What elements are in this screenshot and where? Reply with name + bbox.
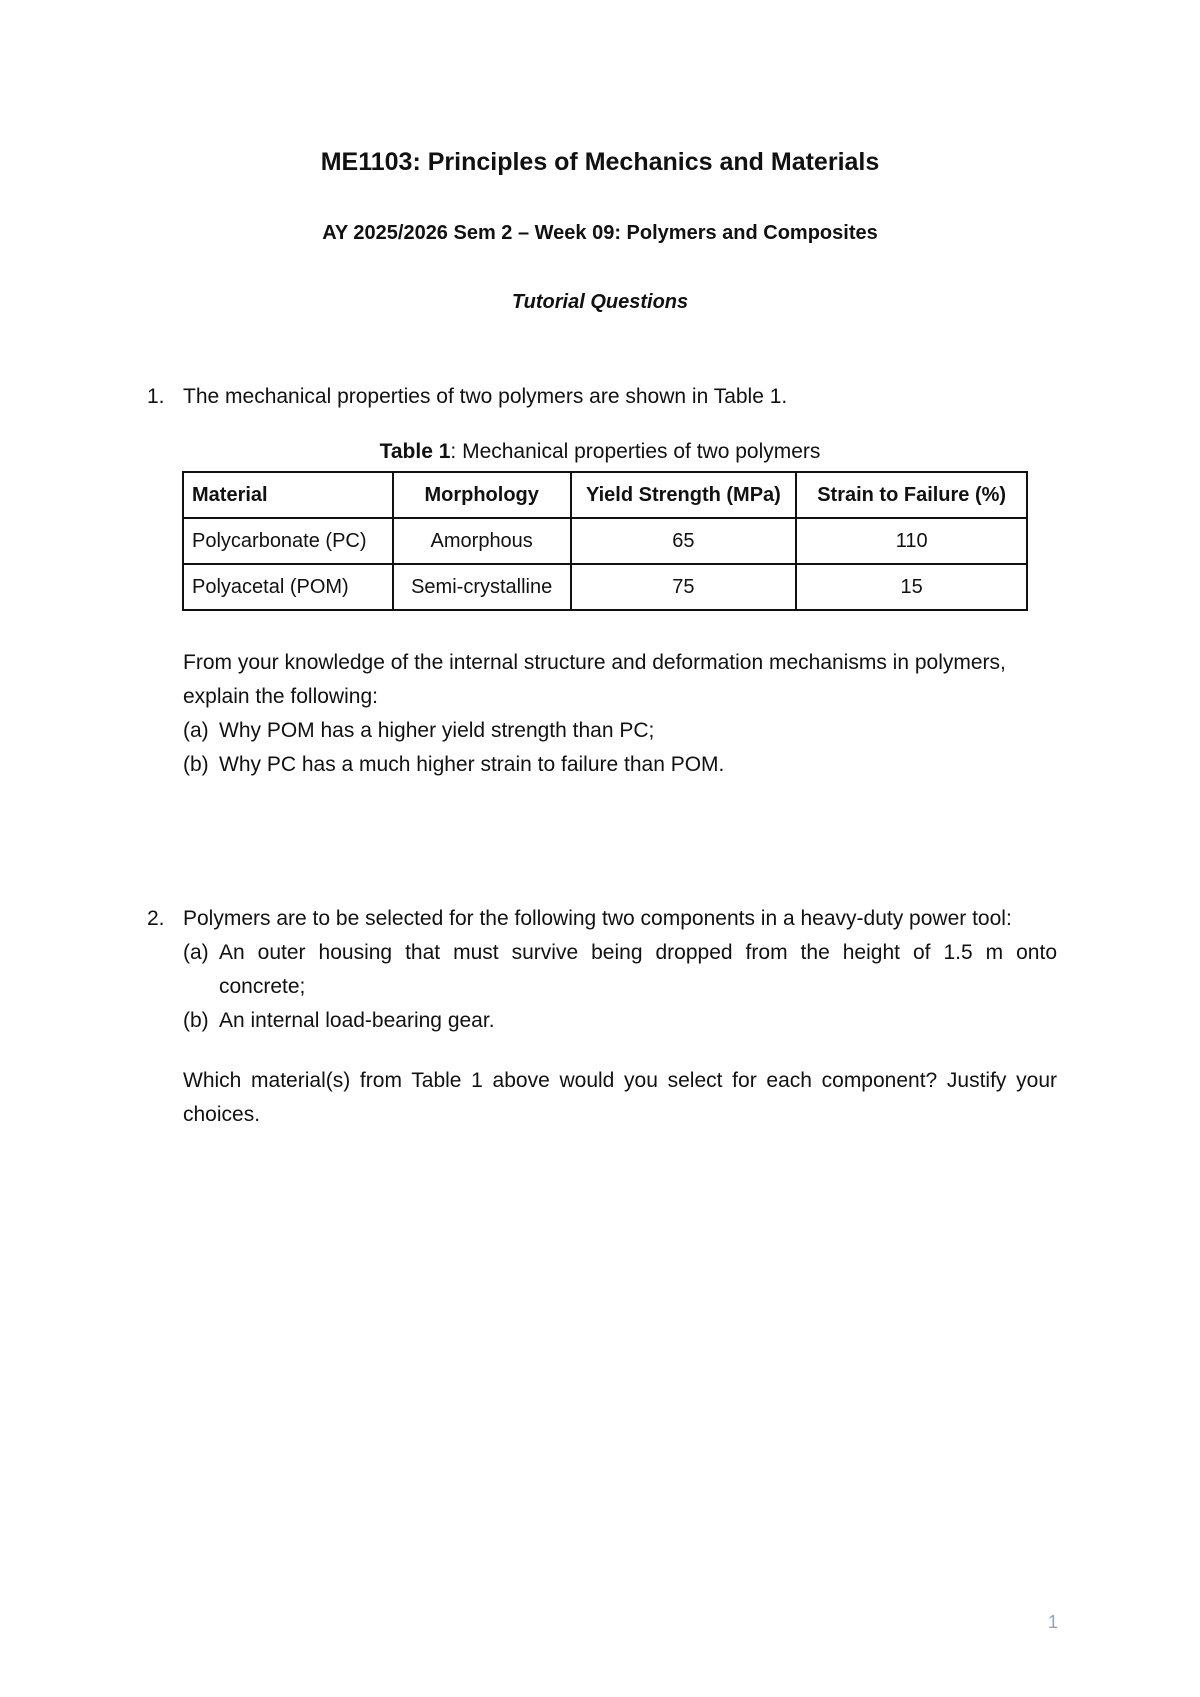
- question-1-part-a-text: Why POM has a higher yield strength than PC;: [219, 719, 655, 742]
- table-cell: 75: [571, 564, 797, 610]
- table-1-caption-label: Table 1: [379, 440, 451, 463]
- course-title: ME1103: Principles of Mechanics and Materials: [320, 148, 880, 176]
- table-row: [183, 564, 1027, 610]
- question-2-part-b-label: (b): [183, 1009, 209, 1032]
- table-cell: 110: [796, 518, 1027, 564]
- question-1-number: 1.: [147, 385, 165, 408]
- question-2-number: 2.: [147, 907, 165, 930]
- table-cell: Polyacetal (POM): [183, 564, 393, 610]
- question-1-part-b-label: (b): [183, 753, 209, 776]
- question-1-intro: The mechanical properties of two polymers are shown in Table 1.: [183, 385, 788, 408]
- table-header-cell: Yield Strength (MPa): [571, 472, 797, 518]
- question-2-prompt-line-1: Which material(s) from Table 1 above would you select for each component? Justify your: [183, 1069, 1057, 1092]
- question-2-part-b-text: An internal load-bearing gear.: [219, 1009, 495, 1032]
- table-header-cell: Material: [183, 472, 393, 518]
- table-1-caption: [0, 440, 1200, 464]
- question-1-part-a-label: (a): [183, 719, 209, 742]
- question-1-body-line-1: From your knowledge of the internal structure and deformation mechanisms in polymers,: [183, 651, 1006, 674]
- table-cell: Amorphous: [393, 518, 571, 564]
- table-cell: Semi-crystalline: [393, 564, 571, 610]
- week-subtitle: AY 2025/2026 Sem 2 – Week 09: Polymers and Composites: [322, 222, 878, 244]
- table-cell: 65: [571, 518, 797, 564]
- table-row: [183, 518, 1027, 564]
- table-1-caption-text: : Mechanical properties of two polymers: [450, 440, 821, 463]
- table-cell: Polycarbonate (PC): [183, 518, 393, 564]
- table-header-row: [183, 472, 1027, 518]
- question-2-part-a-line-1: An outer housing that must survive being dropped from the height of 1.5 m onto: [219, 941, 1057, 964]
- page-number: 1: [1048, 1612, 1059, 1632]
- question-2-part-a-line-2: concrete;: [219, 975, 306, 998]
- question-2-intro: Polymers are to be selected for the following two components in a heavy-duty power tool:: [183, 907, 1012, 930]
- mechanical-properties-table: [182, 471, 1028, 611]
- question-1-body-line-2: explain the following:: [183, 685, 378, 708]
- question-2-part-a-label: (a): [183, 941, 209, 964]
- question-1-part-b-text: Why PC has a much higher strain to failure than POM.: [219, 753, 725, 776]
- table-cell: 15: [796, 564, 1027, 610]
- table-header-cell: Morphology: [393, 472, 571, 518]
- document-type: Tutorial Questions: [511, 291, 689, 313]
- table-header-cell: Strain to Failure (%): [796, 472, 1027, 518]
- question-2-prompt-line-2: choices.: [183, 1103, 261, 1126]
